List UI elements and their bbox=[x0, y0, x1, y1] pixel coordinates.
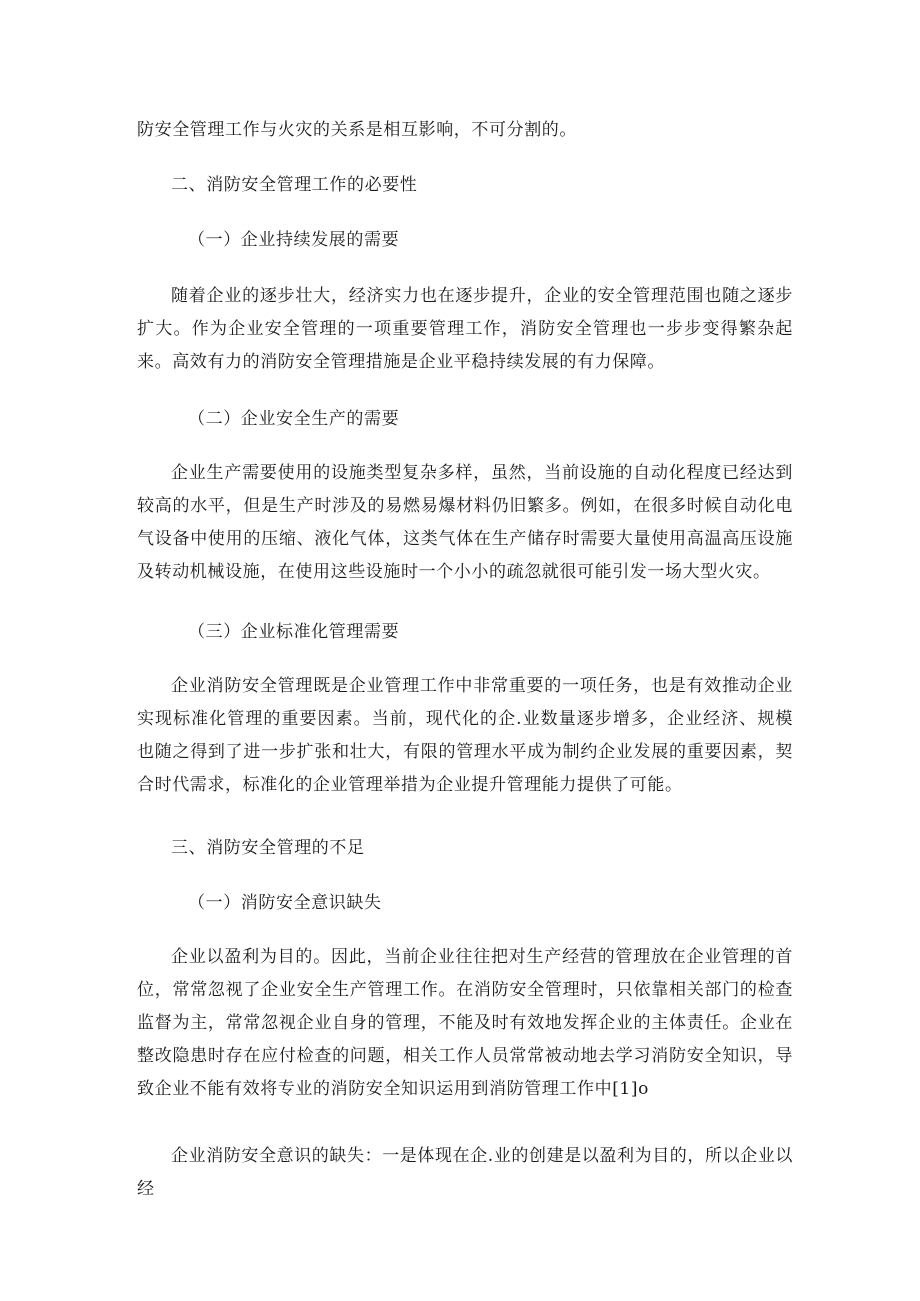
paragraph-3-1 bbox=[137, 941, 793, 1106]
subsection-heading-3-1: （一）消防安全意识缺失 bbox=[188, 893, 382, 913]
section-heading-3: 三、消防安全管理的不足 bbox=[171, 838, 365, 858]
paragraph-text: 企业生产需要使用的设施类型复杂多样，虽然，当前设施的自动化程度已经达到较高的水平，但是生产时涉及的易燃易爆材料仍旧繁多。例如，在很多时候自动化电气设备中使用的压缩、液化气体，这类气体在生产储存时需要大量使用高温高压设施及转动机械设施，在使用这些设施时一个小小的疏忽就很可能引发一场大型火灾。 bbox=[137, 463, 793, 582]
paragraph-continuation: 防安全管理工作与火灾的关系是相互影响，不可分割的。 bbox=[137, 120, 577, 140]
subsection-heading-2-1: （一）企业持续发展的需要 bbox=[188, 230, 400, 250]
paragraph-2-2 bbox=[137, 457, 793, 589]
paragraph-text: 随着企业的逐步壮大，经济实力也在逐步提升，企业的安全管理范围也随之逐步扩大。作为企业安全管理的一项重要管理工作，消防安全管理也一步步变得繁杂起来。高效有力的消防安全管理措施是企业平稳持续发展的有力保障。 bbox=[137, 286, 793, 372]
paragraph-text: 企业消防安全管理既是企业管理工作中非常重要的一项任务，也是有效推动企业实现标准化管理的重要因素。当前，现代化的企.业数量逐步增多，企业经济、规模也随之得到了进一步扩张和壮大，有限的管理水平成为制约企业发展的重要因素，契合时代需求，标准化的企业管理举措为企业提升管理能力提供了可能。 bbox=[137, 676, 793, 795]
subsection-heading-2-3: （三）企业标准化管理需要 bbox=[188, 622, 400, 642]
paragraph-text: 企业以盈利为目的。因此，当前企业往往把对生产经营的管理放在企业管理的首位，常常忽视了企业安全生产管理工作。在消防安全管理时，只依靠相关部门的检查监督为主，常常忽视企业自身的管理，不能及时有效地发挥企业的主体责任。企业在整改隐患时存在应付检查的问题，相关工作人员常常被动地去学习消防安全知识，导致企业不能有效将专业的消防安全知识运用到消防管理工作中[1]o bbox=[137, 947, 793, 1099]
subsection-heading-2-2: （二）企业安全生产的需要 bbox=[188, 409, 400, 429]
section-heading-2: 二、消防安全管理工作的必要性 bbox=[171, 175, 418, 195]
paragraph-2-3 bbox=[137, 670, 793, 802]
paragraph-text: 企业消防安全意识的缺失：一是体现在企.业的创建是以盈利为目的，所以企业以经 bbox=[137, 1146, 794, 1199]
paragraph-2-1 bbox=[137, 280, 793, 379]
paragraph-3-1-b bbox=[137, 1140, 793, 1206]
